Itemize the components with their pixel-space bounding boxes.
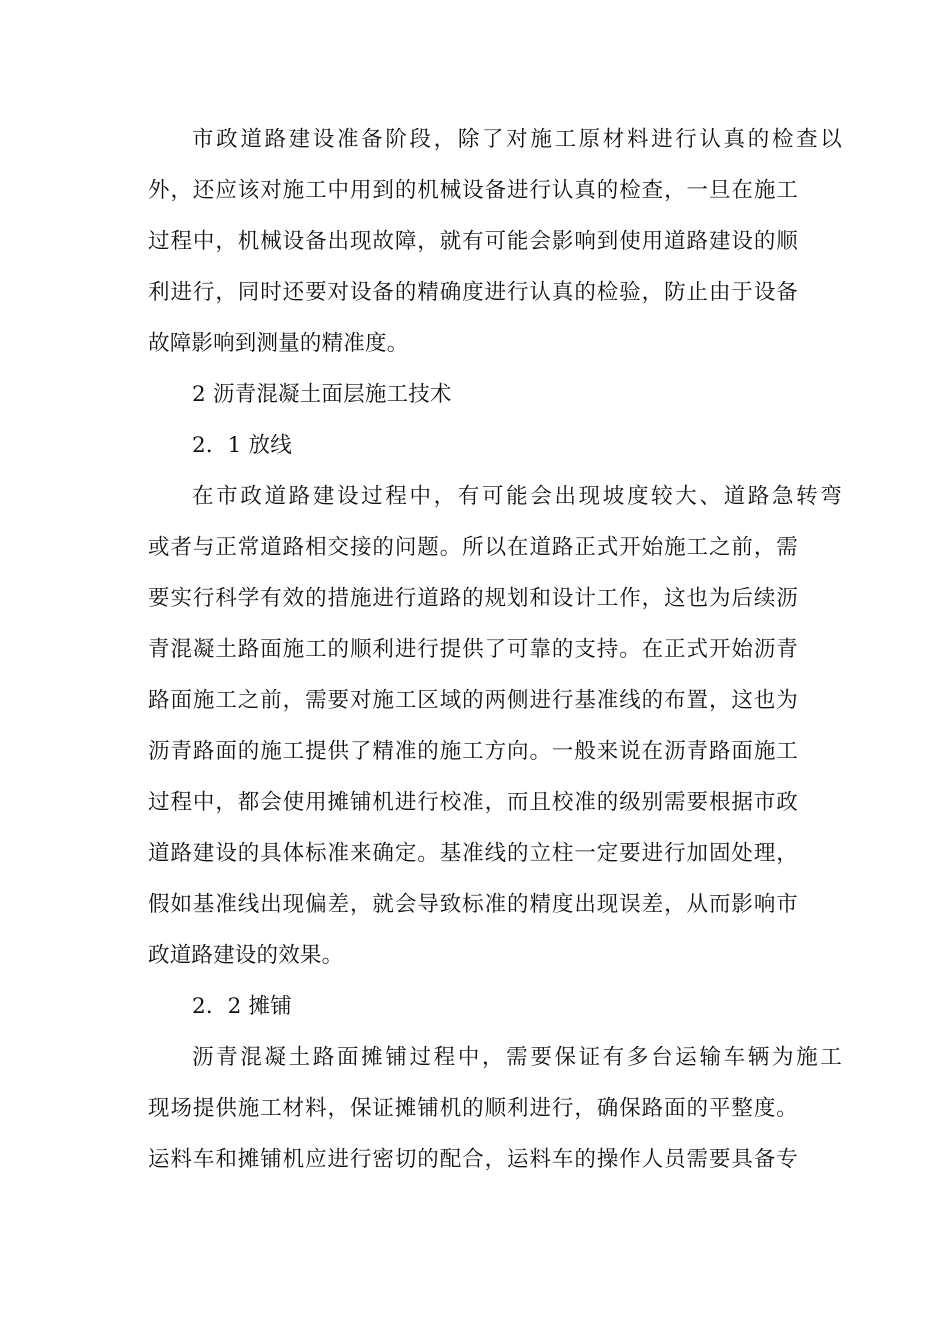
paragraph-line: 过程中，都会使用摊铺机进行校准，而且校准的级别需要根据市政 <box>148 790 798 815</box>
section-heading: 2 沥青混凝土面层施工技术 <box>192 382 452 407</box>
paragraph-line: 沥青路面的施工提供了精准的施工方向。一般来说在沥青路面施工 <box>148 739 798 764</box>
paragraph-line: 要实行科学有效的措施进行道路的规划和设计工作，这也为后续沥 <box>148 586 798 611</box>
paragraph-line: 青混凝土路面施工的顺利进行提供了可靠的支持。在正式开始沥青 <box>148 637 798 662</box>
paragraph-line: 过程中，机械设备出现故障，就有可能会影响到使用道路建设的顺 <box>148 229 798 254</box>
paragraph-line: 假如基准线出现偏差，就会导致标准的精度出现误差，从而影响市 <box>148 892 798 917</box>
document-page <box>148 114 842 1185</box>
paragraph-line: 利进行，同时还要对设备的精确度进行认真的检验，防止由于设备 <box>148 280 798 305</box>
paragraph-line: 故障影响到测量的精准度。 <box>148 331 409 356</box>
paragraph-line: 沥青混凝土路面摊铺过程中，需要保证有多台运输车辆为施工 <box>192 1045 842 1070</box>
paragraph-line: 路面施工之前，需要对施工区域的两侧进行基准线的布置，这也为 <box>148 688 798 713</box>
paragraph-line: 道路建设的具体标准来确定。基准线的立柱一定要进行加固处理， <box>148 841 798 866</box>
paragraph-line: 现场提供施工材料，保证摊铺机的顺利进行，确保路面的平整度。 <box>148 1096 798 1121</box>
paragraph-line: 或者与正常道路相交接的问题。所以在道路正式开始施工之前，需 <box>148 535 798 560</box>
subsection-heading: 2．1 放线 <box>192 433 292 458</box>
paragraph-line: 外，还应该对施工中用到的机械设备进行认真的检查，一旦在施工 <box>148 178 798 203</box>
subsection-heading: 2．2 摊铺 <box>192 994 292 1019</box>
paragraph-line: 在市政道路建设过程中，有可能会出现坡度较大、道路急转弯 <box>192 484 842 509</box>
paragraph-line: 运料车和摊铺机应进行密切的配合，运料车的操作人员需要具备专 <box>148 1147 798 1172</box>
paragraph-line: 政道路建设的效果。 <box>148 943 344 968</box>
paragraph-line: 市政道路建设准备阶段，除了对施工原材料进行认真的检查以 <box>192 127 842 152</box>
